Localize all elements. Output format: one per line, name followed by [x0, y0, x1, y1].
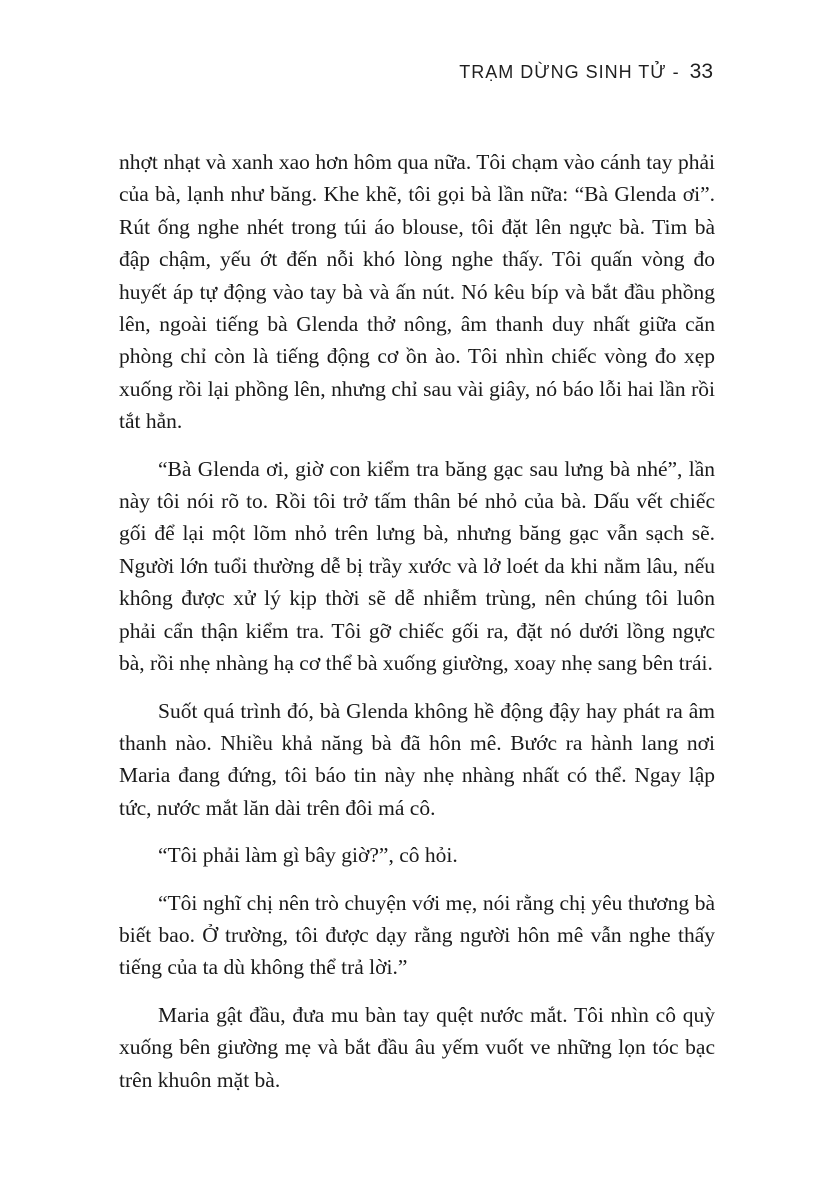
- paragraph: Suốt quá trình đó, bà Glenda không hề động đậy hay phát ra âm thanh nào. Nhiều khả năng bà đã hôn mê. Bước ra hành lang nơi Maria đang đứng, tôi báo tin này nhẹ nhàng nhất có thể. Ngay lập tức, nước mắt lăn dài trên đôi má cô.: [119, 698, 715, 820]
- running-header-separator: -: [666, 62, 686, 82]
- page-number: 33: [689, 60, 713, 83]
- paragraph: Maria gật đầu, đưa mu bàn tay quệt nước mắt. Tôi nhìn cô quỳ xuống bên giường mẹ và bắt đầu âu yếm vuốt ve những lọn tóc bạc trên khuôn mặt bà.: [119, 1002, 715, 1092]
- paragraph-dialogue: “Tôi nghĩ chị nên trò chuyện với mẹ, nói rằng chị yêu thương bà biết bao. Ở trường, tôi được dạy rằng người hôn mê vẫn nghe thấy tiếng của ta dù không thể trả lời.”: [119, 890, 715, 980]
- running-header-title: TRẠM DỪNG SINH TỬ: [459, 62, 667, 82]
- paragraph-continuation: nhợt nhạt và xanh xao hơn hôm qua nữa. Tôi chạm vào cánh tay phải của bà, lạnh như băng. Khe khẽ, tôi gọi bà lần nữa: “Bà Glenda ơi”. Rút ống nghe nhét trong túi áo blouse, tôi đặt lên ngực bà. Tim bà đập chậm, yếu ớt đến nỗi khó lòng nghe thấy. Tôi quấn vòng đo huyết áp tự động vào tay bà và ấn nút. Nó kêu bíp và bắt đầu phồng lên, ngoài tiếng bà Glenda thở nông, âm thanh duy nhất giữa căn phòng chỉ còn là tiếng động cơ ồn ào. Tôi nhìn chiếc vòng đo xẹp xuống rồi lại phồng lên, nhưng chỉ sau vài giây, nó báo lỗi hai lần rồi tắt hẳn.: [119, 150, 715, 434]
- running-header: [459, 60, 713, 84]
- paragraph: “Bà Glenda ơi, giờ con kiểm tra băng gạc sau lưng bà nhé”, lần này tôi nói rõ to. Rồi tôi trở tấm thân bé nhỏ của bà. Dấu vết chiếc gối để lại một lõm nhỏ trên lưng bà, nhưng băng gạc vẫn sạch sẽ. Người lớn tuổi thường dễ bị trầy xước và lở loét da khi nằm lâu, nếu không được xử lý kịp thời sẽ dễ nhiễm trùng, nên chúng tôi luôn phải cẩn thận kiểm tra. Tôi gỡ chiếc gối ra, đặt nó dưới lồng ngực bà, rồi nhẹ nhàng hạ cơ thể bà xuống giường, xoay nhẹ sang bên trái.: [119, 456, 715, 676]
- paragraph-dialogue: “Tôi phải làm gì bây giờ?”, cô hỏi.: [158, 843, 458, 868]
- body-text: [119, 146, 715, 1096]
